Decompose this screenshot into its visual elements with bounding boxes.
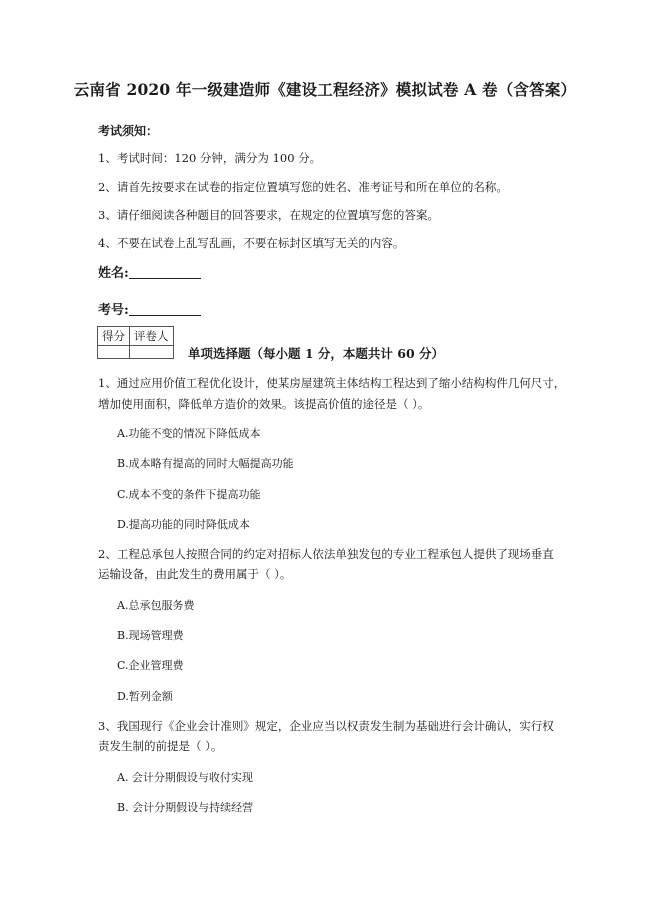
section-heading: 单项选择题（每小题 1 分，本题共计 60 分） (188, 346, 445, 361)
exam-number-field (98, 299, 201, 318)
name-label: 姓名: (98, 266, 129, 281)
grader-header: 评卷人 (130, 327, 174, 346)
score-box (97, 326, 174, 359)
question-text: 增加使用面积，降低单方造价的效果。该提高价值的途径是（ ）。 (98, 397, 430, 411)
notice-item: 1、考试时间：120 分钟，满分为 100 分。 (98, 151, 322, 165)
grader-cell[interactable] (130, 346, 174, 359)
answer-option[interactable]: A.总承包服务费 (117, 599, 195, 612)
question-text: 3、我国现行《企业会计准则》规定，企业应当以权责发生制为基础进行会计确认，实行权 (98, 719, 554, 733)
score-header: 得分 (98, 327, 130, 346)
notice-item: 4、不要在试卷上乱写乱画，不要在标封区填写无关的内容。 (98, 236, 405, 250)
notice-item: 2、请首先按要求在试卷的指定位置填写您的姓名、准考证号和所在单位的名称。 (98, 180, 508, 194)
name-blank[interactable] (129, 264, 201, 279)
answer-option[interactable]: B.成本略有提高的同时大幅提高功能 (117, 457, 294, 470)
question-text: 运输设备，由此发生的费用属于（ ）。 (98, 567, 292, 581)
page-title: 云南省 2020 年一级建造师《建设工程经济》模拟试卷 A 卷（含答案） (73, 80, 577, 99)
notice-item: 3、请仔细阅读各种题目的回答要求，在规定的位置填写您的答案。 (98, 208, 439, 222)
answer-option[interactable]: D.暂列金额 (117, 690, 173, 703)
answer-option[interactable]: A.功能不变的情况下降低成本 (117, 427, 261, 440)
exam-number-label: 考号: (98, 303, 129, 318)
answer-option[interactable]: A. 会计分期假设与收付实现 (117, 771, 253, 784)
answer-option[interactable]: B. 会计分期假设与持续经营 (117, 801, 254, 814)
answer-option[interactable]: C.企业管理费 (117, 659, 184, 672)
answer-option[interactable]: D.提高功能的同时降低成本 (117, 518, 250, 531)
name-field (98, 262, 201, 281)
question-text: 责发生制的前提是（ ）。 (98, 739, 223, 753)
notice-heading: 考试须知： (98, 124, 159, 138)
question-text: 2、工程总承包人按照合同的约定对招标人依法单独发包的专业工程承包人提供了现场垂直 (98, 547, 554, 561)
answer-option[interactable]: C.成本不变的条件下提高功能 (117, 488, 261, 501)
answer-option[interactable]: B.现场管理费 (117, 629, 184, 642)
exam-number-blank[interactable] (129, 301, 201, 316)
question-text: 1、通过应用价值工程优化设计，使某房屋建筑主体结构工程达到了缩小结构构件几何尺寸， (98, 376, 566, 390)
score-cell[interactable] (98, 346, 130, 359)
